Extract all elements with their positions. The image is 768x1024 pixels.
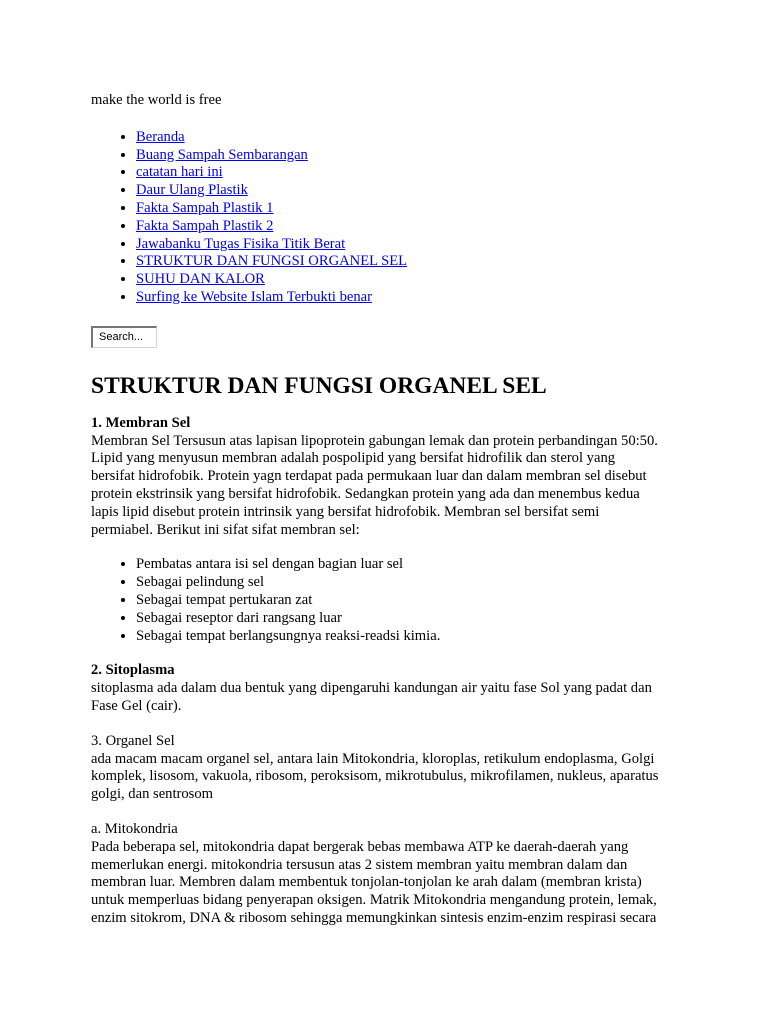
paragraph-line: memerlukan energi. mitokondria tersusun atas 2 sistem membran yaitu membran dalam dan [91,856,628,873]
paragraph-line: komplek, lisosom, vakuola, ribosom, peroksisom, mikrotubulus, mikrofilamen, nukleus, aparatus [91,768,659,785]
nav-link-catatan[interactable]: catatan hari ini [136,164,223,181]
paragraph-line: enzim sitokrom, DNA & ribosom sehingga memungkinkan sintesis enzim-enzim respirasi secara [91,909,657,926]
nav-item [136,289,691,307]
nav-item [136,271,691,289]
list-item: • Sebagai tempat pertukaran zat [136,592,691,610]
site-tagline: make the world is free [91,92,222,108]
paragraph-line: golgi, dan sentrosom [91,786,214,803]
nav-link-organel[interactable]: STRUKTUR DAN FUNGSI ORGANEL SEL [136,253,408,270]
nav-item [136,236,691,254]
nav-link-fisika[interactable]: Jawabanku Tugas Fisika Titik Berat [136,235,346,252]
nav-link-suhu[interactable]: SUHU DAN KALOR [136,271,265,288]
paragraph-line: Membran Sel Tersusun atas lapisan lipoprotein gabungan lemak dan protein perbandingan 50:50. [91,432,658,449]
nav-link-fakta-2[interactable]: Fakta Sampah Plastik 2 [136,217,274,234]
nav-item [136,218,691,236]
article-title: STRUKTUR DAN FUNGSI ORGANEL SEL [91,372,547,399]
nav-link-beranda[interactable]: Beranda [136,128,185,145]
nav-item [136,147,691,165]
nav-item [136,200,691,218]
paragraph-line: Fase Gel (cair). [91,697,182,714]
paragraph-line: protein ekstrinsik yang bersifat hidrofobik. Sedangkan protein yang ada dan menembus kedua [91,485,640,502]
nav-link-fakta-1[interactable]: Fakta Sampah Plastik 1 [136,199,274,216]
paragraph-line: permiabel. Berikut ini sifat sifat membran sel: [91,521,360,538]
nav-link-buang-sampah[interactable]: Buang Sampah Sembarangan [136,146,308,163]
paragraph-line: Lipid yang menyusun membran adalah pospolipid yang bersifat hidrofilik dan sterol yang [91,450,616,467]
nav-item [136,129,691,147]
page-content [91,92,691,945]
search-input[interactable]: Search... [91,326,157,348]
section-heading: 3. Organel Sel [91,732,175,749]
section-heading: a. Mitokondria [91,820,178,837]
section-heading: 2. Sitoplasma [91,662,175,679]
section-sitoplasma [91,662,691,715]
section-organel-sel [91,733,691,804]
section-membran-sel [91,415,691,540]
nav-item [136,182,691,200]
paragraph-line: lapis lipid disebut protein intrinsik yang bersifat hidrofobik. Membran sel bersifat semi [91,503,600,520]
paragraph-line: sitoplasma ada dalam dua bentuk yang dipengaruhi kandungan air yaitu fase Sol yang padat dan [91,680,652,697]
membran-properties-list [91,556,691,645]
section-mitokondria [91,821,691,928]
paragraph-line: bersifat hidrofobik. Protein yagn terdapat pada permukaan luar dan dalam membran sel disebut [91,468,647,485]
list-item: • Sebagai pelindung sel [136,574,691,592]
nav-item [136,253,691,271]
paragraph-line: membran luar. Membren dalam membentuk tonjolan-tonjolan ke arah dalam (membran krista) [91,874,642,891]
list-item: • Pembatas antara isi sel dengan bagian luar sel [136,556,691,574]
list-item: • Sebagai reseptor dari rangsang luar [136,610,691,628]
paragraph-line: ada macam macam organel sel, antara lain Mitokondria, kloroplas, retikulum endoplasma, Golgi [91,750,655,767]
nav-list [91,129,691,307]
section-heading: 1. Membran Sel [91,414,191,431]
nav-link-surfing[interactable]: Surfing ke Website Islam Terbukti benar [136,288,372,305]
paragraph-line: Pada beberapa sel, mitokondria dapat bergerak bebas membawa ATP ke daerah-daerah yang [91,838,629,855]
nav-item [136,164,691,182]
paragraph-line: untuk memperluas bidang penyerapan oksigen. Matrik Mitokondria mengandung protein, lemak, [91,892,657,909]
list-item: • Sebagai tempat berlangsungnya reaksi-readsi kimia. [136,628,691,646]
nav-link-daur-ulang[interactable]: Daur Ulang Plastik [136,182,248,199]
